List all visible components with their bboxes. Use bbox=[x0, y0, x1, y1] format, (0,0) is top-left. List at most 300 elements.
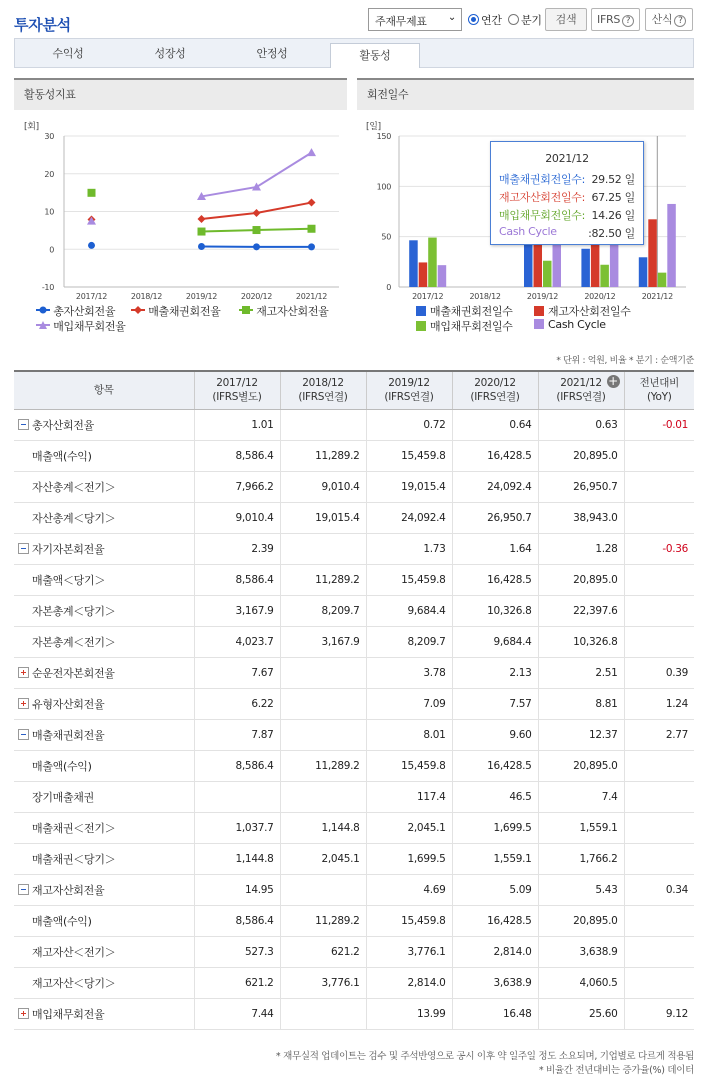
cell-value: 46.5 bbox=[509, 790, 532, 803]
bar[interactable] bbox=[639, 257, 648, 287]
cell-value: 2,045.1 bbox=[321, 852, 360, 865]
cell-value: 매출채권＜당기＞ bbox=[32, 852, 116, 866]
table-cell bbox=[452, 719, 538, 750]
column-header bbox=[538, 371, 624, 409]
table-cell bbox=[194, 657, 280, 688]
formula-help-button[interactable] bbox=[645, 8, 693, 31]
row-label bbox=[14, 781, 194, 812]
table-cell bbox=[538, 781, 624, 812]
cell-value: 9,684.4 bbox=[407, 604, 446, 617]
legend-item[interactable] bbox=[131, 303, 221, 319]
footnote: * 재무실적 업데이트는 검수 및 주석반영으로 공시 이후 약 일주일 정도 소요되며, 기업별로 다르게 적용됨 bbox=[275, 1051, 694, 1062]
row-label bbox=[14, 440, 194, 471]
bar[interactable] bbox=[667, 204, 676, 287]
table-cell bbox=[366, 533, 452, 564]
bar[interactable] bbox=[524, 241, 533, 287]
expand-icon[interactable] bbox=[18, 698, 29, 709]
column-header-label: 2020/12 bbox=[474, 377, 516, 390]
table-row bbox=[14, 626, 694, 657]
bar[interactable] bbox=[419, 262, 428, 287]
cell-value: 117.4 bbox=[416, 790, 446, 803]
cell-value: 9,684.4 bbox=[493, 635, 532, 648]
footnote: * 비율간 전년대비는 증가율(%) 데이터 bbox=[538, 1065, 694, 1076]
bar[interactable] bbox=[648, 219, 657, 287]
table-cell bbox=[280, 998, 366, 1029]
table-cell bbox=[452, 812, 538, 843]
table-cell bbox=[280, 936, 366, 967]
table-cell bbox=[538, 843, 624, 874]
y-axis-unit: [회] bbox=[24, 122, 39, 132]
cell-value: 7.87 bbox=[251, 728, 274, 741]
table-cell bbox=[624, 967, 694, 998]
activity-ratio-header: 활동성지표 bbox=[14, 78, 347, 110]
table-header-row bbox=[14, 371, 694, 409]
cell-value: 8,209.7 bbox=[321, 604, 360, 617]
x-tick-label: 2017/12 bbox=[412, 292, 444, 301]
table-cell bbox=[194, 905, 280, 936]
cell-value: 총자산회전율 bbox=[32, 418, 94, 432]
tab-growth[interactable]: 성장성 bbox=[154, 47, 186, 60]
table-cell bbox=[624, 688, 694, 719]
table-cell bbox=[280, 657, 366, 688]
y-tick-label: -10 bbox=[41, 283, 54, 292]
bar[interactable] bbox=[428, 238, 437, 287]
table-cell bbox=[624, 843, 694, 874]
table-cell bbox=[624, 471, 694, 502]
row-label bbox=[14, 998, 194, 1029]
table-row bbox=[14, 409, 694, 440]
cell-value: 0.64 bbox=[509, 418, 532, 431]
table-cell bbox=[280, 688, 366, 719]
table-row bbox=[14, 998, 694, 1029]
legend-item[interactable] bbox=[534, 303, 631, 319]
collapse-icon[interactable] bbox=[18, 419, 29, 430]
cell-value: 2.77 bbox=[665, 728, 688, 741]
column-header bbox=[366, 371, 452, 409]
table-cell bbox=[624, 626, 694, 657]
legend-label: 재고자산회전율 bbox=[256, 305, 329, 318]
table-cell bbox=[624, 533, 694, 564]
search-button[interactable]: 검색 bbox=[545, 8, 587, 31]
expand-icon[interactable] bbox=[18, 667, 29, 678]
cell-value: 25.60 bbox=[588, 1007, 618, 1020]
y-tick-label: 150 bbox=[376, 132, 391, 141]
legend-item[interactable] bbox=[36, 318, 126, 334]
row-label bbox=[14, 750, 194, 781]
table-row bbox=[14, 781, 694, 812]
table-cell bbox=[194, 502, 280, 533]
table-cell bbox=[452, 471, 538, 502]
table-cell bbox=[538, 533, 624, 564]
table-cell bbox=[194, 564, 280, 595]
cell-value: 10,326.8 bbox=[573, 635, 618, 648]
activity-ratio-table bbox=[14, 370, 694, 1030]
data-point[interactable] bbox=[88, 189, 96, 197]
cell-value: 1,037.7 bbox=[235, 821, 274, 834]
legend-label: 총자산회전율 bbox=[53, 305, 116, 318]
cell-value: 7.09 bbox=[423, 697, 446, 710]
cell-value: 순운전자본회전율 bbox=[32, 666, 115, 680]
table-cell bbox=[194, 750, 280, 781]
cell-value: 2.13 bbox=[509, 666, 532, 679]
tooltip-label: 재고자산회전일수: bbox=[499, 191, 586, 204]
cell-value: 5.09 bbox=[509, 883, 532, 896]
table-cell bbox=[280, 967, 366, 998]
cell-value: 1,766.2 bbox=[579, 852, 618, 865]
data-point[interactable] bbox=[198, 228, 206, 236]
data-point[interactable] bbox=[87, 217, 96, 225]
cell-value: 8,209.7 bbox=[407, 635, 446, 648]
cell-value: 1.73 bbox=[423, 542, 446, 555]
table-cell bbox=[538, 967, 624, 998]
activity-ratio-chart bbox=[14, 112, 347, 302]
table-cell bbox=[452, 440, 538, 471]
table-cell bbox=[538, 440, 624, 471]
cell-value: 7.57 bbox=[509, 697, 532, 710]
cell-value: 매출액＜당기＞ bbox=[32, 573, 106, 587]
cell-value: 7,966.2 bbox=[235, 480, 274, 493]
table-row bbox=[14, 874, 694, 905]
table-cell bbox=[194, 440, 280, 471]
question-icon: ? bbox=[674, 15, 686, 27]
radio-quarter-label: 분기 bbox=[521, 14, 542, 27]
table-cell bbox=[280, 502, 366, 533]
legend-label: 재고자산회전일수 bbox=[548, 305, 631, 318]
table-cell bbox=[366, 967, 452, 998]
turnover-days-legend bbox=[416, 303, 691, 333]
legend-item[interactable] bbox=[416, 303, 513, 319]
table-cell bbox=[452, 409, 538, 440]
data-point[interactable] bbox=[253, 226, 261, 234]
table-cell bbox=[280, 564, 366, 595]
table-cell bbox=[280, 843, 366, 874]
bar[interactable] bbox=[600, 265, 609, 287]
table-cell bbox=[366, 471, 452, 502]
cell-value: 재고자산＜당기＞ bbox=[32, 976, 116, 990]
cell-value: 5.43 bbox=[595, 883, 618, 896]
column-header bbox=[452, 371, 538, 409]
data-point[interactable] bbox=[198, 215, 206, 223]
cell-value: -0.36 bbox=[662, 542, 688, 555]
turnover-days-header: 회전일수 bbox=[357, 78, 694, 110]
table-cell bbox=[194, 843, 280, 874]
cell-value: 13.99 bbox=[416, 1007, 446, 1020]
cell-value: 2,045.1 bbox=[407, 821, 446, 834]
table-cell bbox=[452, 905, 538, 936]
cell-value: 1,144.8 bbox=[235, 852, 274, 865]
tab-stability[interactable]: 안정성 bbox=[256, 47, 288, 60]
table-cell bbox=[280, 626, 366, 657]
table-cell bbox=[194, 967, 280, 998]
column-header bbox=[14, 371, 194, 409]
cell-value: 0.39 bbox=[665, 666, 688, 679]
radio-annual[interactable] bbox=[468, 12, 502, 35]
red-swatch-icon bbox=[534, 306, 544, 316]
cell-value: 621.2 bbox=[244, 976, 274, 989]
bar[interactable] bbox=[438, 265, 447, 287]
y-tick-label: 0 bbox=[386, 283, 391, 292]
column-header-sublabel: (IFRS별도) bbox=[212, 391, 262, 404]
table-cell bbox=[366, 936, 452, 967]
table-cell bbox=[452, 688, 538, 719]
tooltip-value: :82.50 일 bbox=[588, 227, 635, 240]
table-cell bbox=[624, 440, 694, 471]
cell-value: 3.78 bbox=[423, 666, 446, 679]
x-tick-label: 2018/12 bbox=[469, 292, 501, 301]
cell-value: 11,289.2 bbox=[315, 914, 360, 927]
table-cell bbox=[624, 812, 694, 843]
table-cell bbox=[624, 502, 694, 533]
column-header-sublabel: (IFRS연결) bbox=[556, 391, 606, 404]
activity-ratio-legend bbox=[36, 303, 346, 333]
cell-value: 26,950.7 bbox=[573, 480, 618, 493]
legend-item[interactable] bbox=[239, 303, 329, 319]
table-cell bbox=[538, 998, 624, 1029]
table-cell bbox=[452, 781, 538, 812]
table-cell bbox=[366, 502, 452, 533]
legend-label: 매입채무회전율 bbox=[53, 320, 126, 333]
table-cell bbox=[624, 564, 694, 595]
cell-value: 3,638.9 bbox=[579, 945, 618, 958]
cell-value: 재고자산회전율 bbox=[32, 883, 105, 897]
collapse-icon[interactable] bbox=[18, 729, 29, 740]
tooltip-value: 67.25 일 bbox=[591, 191, 635, 204]
cell-value: 24,092.4 bbox=[487, 480, 532, 493]
row-label bbox=[14, 626, 194, 657]
table-cell bbox=[452, 843, 538, 874]
radio-checked-icon bbox=[468, 14, 479, 25]
row-label bbox=[14, 905, 194, 936]
table-cell bbox=[366, 626, 452, 657]
table-cell bbox=[452, 657, 538, 688]
row-label bbox=[14, 595, 194, 626]
cell-value: 8,586.4 bbox=[235, 573, 274, 586]
legend-label: 매출채권회전일수 bbox=[430, 305, 513, 318]
table-cell bbox=[366, 440, 452, 471]
column-header-label: 2018/12 bbox=[302, 377, 344, 390]
tab-profitability[interactable]: 수익성 bbox=[52, 47, 84, 60]
cell-value: 매입채무회전율 bbox=[32, 1007, 105, 1021]
data-point[interactable] bbox=[308, 199, 316, 207]
radio-quarter[interactable] bbox=[508, 12, 542, 35]
ifrs-help-button[interactable] bbox=[591, 8, 640, 31]
row-label bbox=[14, 471, 194, 502]
row-label bbox=[14, 967, 194, 998]
table-row bbox=[14, 843, 694, 874]
column-header-sublabel: (YoY) bbox=[646, 391, 672, 404]
cell-value: 16,428.5 bbox=[487, 914, 532, 927]
y-tick-label: 30 bbox=[44, 132, 54, 141]
table-cell bbox=[538, 626, 624, 657]
cell-value: 20,895.0 bbox=[573, 759, 618, 772]
green-swatch-icon bbox=[416, 321, 426, 331]
cell-value: 9.60 bbox=[509, 728, 532, 741]
bar[interactable] bbox=[581, 249, 590, 287]
tooltip-value: 14.26 일 bbox=[591, 209, 635, 222]
tooltip-title: 2021/12 bbox=[545, 152, 589, 165]
table-row bbox=[14, 812, 694, 843]
data-point[interactable] bbox=[253, 243, 260, 250]
table-cell bbox=[624, 936, 694, 967]
x-tick-label: 2021/12 bbox=[641, 292, 673, 301]
x-tick-label: 2020/12 bbox=[584, 292, 616, 301]
cell-value: 8,586.4 bbox=[235, 914, 274, 927]
bar[interactable] bbox=[409, 240, 418, 287]
cell-value: 1.28 bbox=[595, 542, 618, 555]
legend-item[interactable] bbox=[36, 303, 115, 319]
expand-columns-icon[interactable]: + bbox=[608, 374, 618, 388]
cell-value: 3,167.9 bbox=[321, 635, 360, 648]
table-cell bbox=[280, 719, 366, 750]
row-label bbox=[14, 409, 194, 440]
bar[interactable] bbox=[543, 261, 552, 287]
table-cell bbox=[194, 874, 280, 905]
cell-value: 2,814.0 bbox=[493, 945, 532, 958]
cell-value: 15,459.8 bbox=[401, 449, 446, 462]
row-label bbox=[14, 843, 194, 874]
column-header-label: 전년대비 bbox=[639, 377, 679, 390]
cell-value: 1,699.5 bbox=[493, 821, 532, 834]
data-point[interactable] bbox=[252, 183, 261, 191]
table-cell bbox=[366, 688, 452, 719]
expand-icon[interactable] bbox=[18, 1008, 29, 1019]
table-cell bbox=[194, 409, 280, 440]
table-cell bbox=[624, 905, 694, 936]
table-cell bbox=[366, 843, 452, 874]
cell-value: 0.34 bbox=[665, 883, 688, 896]
legend-item[interactable] bbox=[416, 318, 513, 334]
cell-value: 1,144.8 bbox=[321, 821, 360, 834]
tooltip-row bbox=[499, 189, 635, 205]
cell-value: 11,289.2 bbox=[315, 449, 360, 462]
column-header-sublabel: (IFRS연결) bbox=[470, 391, 520, 404]
table-cell bbox=[194, 719, 280, 750]
page-title: 투자분석 bbox=[14, 16, 71, 34]
ifrs-label: IFRS bbox=[597, 13, 620, 26]
cell-value: 15,459.8 bbox=[401, 914, 446, 927]
table-cell bbox=[538, 812, 624, 843]
cell-value: 16,428.5 bbox=[487, 573, 532, 586]
data-point[interactable] bbox=[198, 243, 205, 250]
table-row bbox=[14, 440, 694, 471]
table-cell bbox=[194, 688, 280, 719]
question-icon: ? bbox=[622, 15, 634, 27]
tooltip-label: Cash Cycle bbox=[499, 225, 557, 238]
column-header-label: 2017/12 bbox=[216, 377, 258, 390]
cell-value: 11,289.2 bbox=[315, 573, 360, 586]
table-cell bbox=[538, 874, 624, 905]
legend-item[interactable] bbox=[534, 318, 606, 331]
tab-activity[interactable]: 활동성 bbox=[330, 43, 420, 68]
table-cell bbox=[538, 750, 624, 781]
data-point[interactable] bbox=[308, 225, 316, 233]
cell-value: 26,950.7 bbox=[487, 511, 532, 524]
y-tick-label: 10 bbox=[44, 207, 54, 217]
table-cell bbox=[624, 595, 694, 626]
cell-value: 9,010.4 bbox=[321, 480, 360, 493]
table-cell bbox=[452, 967, 538, 998]
cell-value: 20,895.0 bbox=[573, 449, 618, 462]
statement-type-select[interactable] bbox=[368, 8, 462, 31]
table-cell bbox=[280, 781, 366, 812]
cell-value: 0.72 bbox=[423, 418, 446, 431]
table-cell bbox=[280, 471, 366, 502]
legend-label: 매출채권회전율 bbox=[148, 305, 221, 318]
table-cell bbox=[366, 750, 452, 781]
data-point[interactable] bbox=[253, 209, 261, 217]
table-cell bbox=[280, 533, 366, 564]
table-cell bbox=[624, 998, 694, 1029]
cell-value: 4.69 bbox=[423, 883, 446, 896]
table-cell bbox=[280, 595, 366, 626]
table-cell bbox=[538, 936, 624, 967]
table-row bbox=[14, 905, 694, 936]
table-cell bbox=[624, 750, 694, 781]
cell-value: 2.51 bbox=[595, 666, 618, 679]
column-header-sublabel: (IFRS연결) bbox=[384, 391, 434, 404]
table-cell bbox=[366, 595, 452, 626]
cell-value: 3,776.1 bbox=[407, 945, 446, 958]
cell-value: 4,060.5 bbox=[579, 976, 618, 989]
column-header bbox=[194, 371, 280, 409]
table-cell bbox=[538, 905, 624, 936]
table-cell bbox=[452, 533, 538, 564]
table-cell bbox=[538, 564, 624, 595]
cell-value: 3,167.9 bbox=[235, 604, 274, 617]
cell-value: 8,586.4 bbox=[235, 759, 274, 772]
cell-value: 11,289.2 bbox=[315, 759, 360, 772]
cell-value: 15,459.8 bbox=[401, 573, 446, 586]
cell-value: 10,326.8 bbox=[487, 604, 532, 617]
table-row bbox=[14, 533, 694, 564]
data-point[interactable] bbox=[307, 148, 316, 156]
collapse-icon[interactable] bbox=[18, 543, 29, 554]
table-cell bbox=[452, 502, 538, 533]
table-cell bbox=[624, 657, 694, 688]
square-marker-icon bbox=[239, 305, 253, 315]
table-cell bbox=[366, 409, 452, 440]
cell-value: 8.81 bbox=[595, 697, 618, 710]
y-tick-label: 0 bbox=[49, 245, 54, 255]
formula-label: 산식 bbox=[651, 13, 673, 26]
bar[interactable] bbox=[658, 273, 667, 287]
cell-value: 9,010.4 bbox=[235, 511, 274, 524]
column-header-label: 2019/12 bbox=[388, 377, 430, 390]
x-tick-label: 2018/12 bbox=[130, 292, 163, 301]
x-tick-label: 2019/12 bbox=[526, 292, 559, 301]
table-row bbox=[14, 688, 694, 719]
row-label bbox=[14, 719, 194, 750]
row-label bbox=[14, 688, 194, 719]
cell-value: 22,397.6 bbox=[573, 604, 618, 617]
table-cell bbox=[624, 874, 694, 905]
data-point[interactable] bbox=[88, 242, 95, 249]
cell-value: 24,092.4 bbox=[401, 511, 446, 524]
data-point[interactable] bbox=[308, 243, 315, 250]
tooltip-label: 매입채무회전일수: bbox=[499, 209, 586, 222]
row-label bbox=[14, 657, 194, 688]
table-cell bbox=[280, 874, 366, 905]
cell-value: 14.95 bbox=[244, 883, 274, 896]
cell-value: 3,776.1 bbox=[321, 976, 360, 989]
table-row bbox=[14, 471, 694, 502]
tooltip-row bbox=[499, 171, 635, 187]
collapse-icon[interactable] bbox=[18, 884, 29, 895]
cell-value: 9.12 bbox=[665, 1007, 688, 1020]
cell-value: 2,814.0 bbox=[407, 976, 446, 989]
cell-value: 4,023.7 bbox=[235, 635, 274, 648]
purple-swatch-icon bbox=[534, 319, 544, 329]
